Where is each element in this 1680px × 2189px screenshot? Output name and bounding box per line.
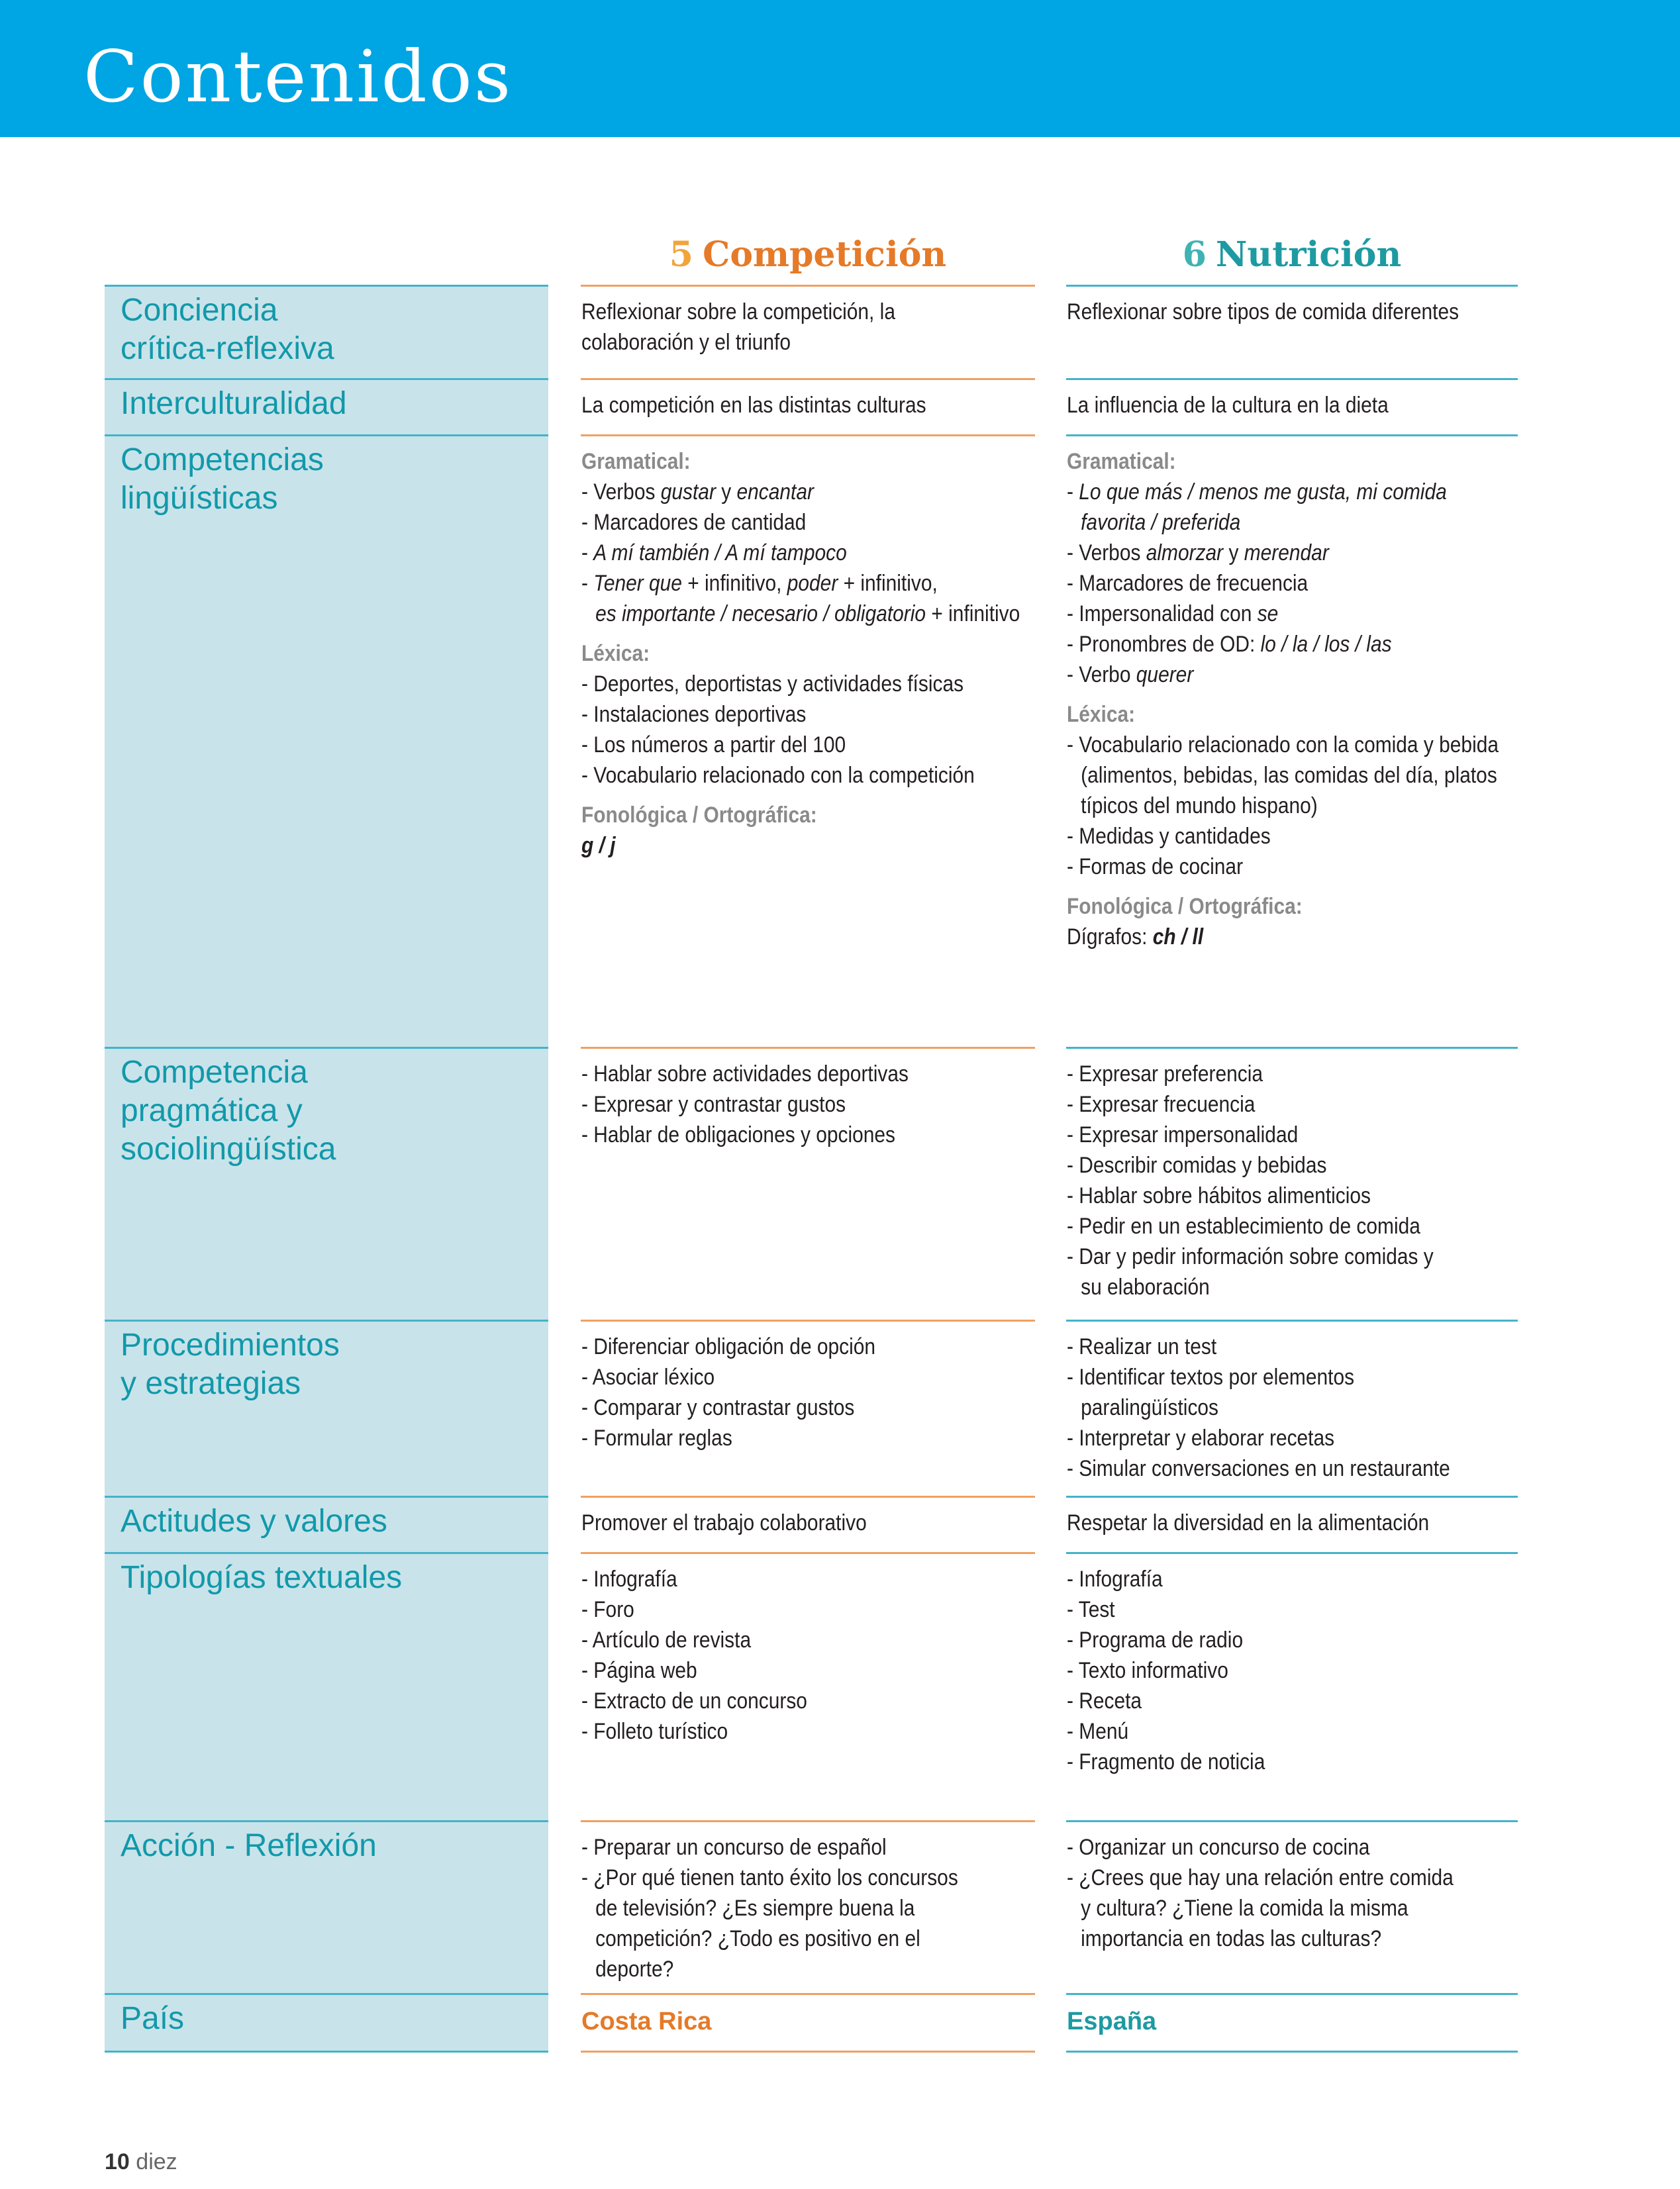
unit-6-cell: Respetar la diversidad en la alimentación bbox=[1067, 1510, 1430, 1535]
list-item: - Verbos gustar y encantar bbox=[581, 479, 814, 505]
header-banner bbox=[0, 0, 1680, 137]
list-item: - Expresar preferencia bbox=[1067, 1061, 1263, 1087]
list-item: - Impersonalidad con se bbox=[1067, 601, 1279, 626]
divider bbox=[581, 1552, 1035, 1554]
list-item: - Menú bbox=[1067, 1719, 1129, 1744]
list-item: - Hablar de obligaciones y opciones bbox=[581, 1122, 896, 1147]
divider bbox=[581, 1047, 1035, 1049]
list-item: - Expresar impersonalidad bbox=[1067, 1122, 1299, 1147]
list-item: - Deportes, deportistas y actividades físicas bbox=[581, 671, 964, 697]
list-item: - Verbo querer bbox=[1067, 662, 1194, 687]
divider bbox=[105, 285, 548, 287]
list-item: - Realizar un test bbox=[1067, 1334, 1217, 1359]
divider bbox=[105, 1496, 548, 1498]
row-label: Conciencia crítica-reflexiva bbox=[121, 293, 334, 366]
list-item: - Test bbox=[1067, 1597, 1115, 1622]
list-item: - Diferenciar obligación de opción bbox=[581, 1334, 876, 1359]
list-item: - ¿Crees que hay una relación entre comida y cultura? ¿Tiene la comida la misma importancia en todas las culturas? bbox=[1067, 1865, 1454, 1951]
list-item: - Dar y pedir información sobre comidas y su elaboración bbox=[1067, 1244, 1434, 1300]
section-title-lexica: Léxica: bbox=[1067, 702, 1136, 727]
divider bbox=[1066, 1047, 1518, 1049]
section-title-gramatical: Gramatical: bbox=[581, 449, 691, 474]
label-column-background bbox=[105, 285, 548, 2053]
list-item: - Organizar un concurso de cocina bbox=[1067, 1835, 1370, 1860]
divider bbox=[1066, 1993, 1518, 1995]
divider bbox=[105, 434, 548, 436]
list-item: - Texto informativo bbox=[1067, 1658, 1228, 1683]
list-item: - Hablar sobre hábitos alimenticios bbox=[1067, 1183, 1371, 1208]
unit-5-cell bbox=[581, 446, 1024, 861]
list-item: - Vocabulario relacionado con la competición bbox=[581, 763, 975, 788]
divider bbox=[581, 1993, 1035, 1995]
divider bbox=[1066, 285, 1518, 287]
cell-text: colaboración y el triunfo bbox=[581, 330, 791, 355]
divider bbox=[105, 1552, 548, 1554]
row-label: Tipologías textuales bbox=[121, 1560, 403, 1595]
row-label: País bbox=[121, 2001, 185, 2036]
divider bbox=[105, 1047, 548, 1049]
divider bbox=[105, 1820, 548, 1822]
cell-text: Reflexionar sobre la competición, la bbox=[581, 299, 895, 324]
unit-5-cell bbox=[581, 1059, 1024, 1150]
list-item: - Lo que más / menos me gusta, mi comida favorita / preferida bbox=[1067, 479, 1447, 535]
page-number: 10 bbox=[105, 2149, 130, 2174]
list-item: - Marcadores de frecuencia bbox=[1067, 571, 1309, 596]
row-label: Procedimientos y estrategias bbox=[121, 1328, 340, 1401]
section-title-fonologica: Fonológica / Ortográfica: bbox=[1067, 894, 1303, 919]
divider bbox=[581, 378, 1035, 380]
list-item: - Vocabulario relacionado con la comida y bebida (alimentos, bebidas, las comidas del día, platos típicos del mundo hispano) bbox=[1067, 732, 1499, 818]
unit-6-cell bbox=[1067, 297, 1510, 327]
list-item: - Formas de cocinar bbox=[1067, 854, 1244, 879]
page-title: Contenidos bbox=[83, 36, 513, 119]
divider bbox=[581, 285, 1035, 287]
unit-6-heading bbox=[1066, 228, 1518, 281]
cell-text: Reflexionar sobre tipos de comida diferentes bbox=[1067, 299, 1459, 324]
unit-5-heading bbox=[581, 228, 1035, 281]
divider bbox=[105, 1993, 548, 1995]
unit-5-cell bbox=[581, 297, 1024, 358]
unit-6-cell bbox=[1067, 1059, 1510, 1302]
list-item: - Foro bbox=[581, 1597, 634, 1622]
list-item: - Receta bbox=[1067, 1688, 1142, 1714]
divider bbox=[1066, 434, 1518, 436]
divider bbox=[1066, 1320, 1518, 1322]
unit-6-name: Nutrición bbox=[1215, 234, 1402, 275]
list-item: - Infografía bbox=[1067, 1567, 1163, 1592]
unit-6-cell bbox=[1067, 1832, 1510, 1954]
divider bbox=[1066, 1552, 1518, 1554]
section-title-fonologica: Fonológica / Ortográfica: bbox=[581, 803, 817, 828]
list-item: - Pronombres de OD: lo / la / los / las bbox=[1067, 632, 1392, 657]
section-title-gramatical: Gramatical: bbox=[1067, 449, 1176, 474]
unit-5-country: Costa Rica bbox=[581, 2008, 712, 2035]
divider bbox=[581, 2051, 1035, 2053]
list-item: - Artículo de revista bbox=[581, 1628, 752, 1653]
list-item: g / j bbox=[581, 833, 616, 858]
row-label: Competencias lingüísticas bbox=[121, 442, 324, 516]
unit-6-cell bbox=[1067, 446, 1510, 952]
list-item: - Asociar léxico bbox=[581, 1365, 715, 1390]
list-item: - ¿Por qué tienen tanto éxito los concursos de televisión? ¿Es siempre buena la competición? ¿Todo es positivo en el deporte? bbox=[581, 1865, 958, 1982]
divider bbox=[105, 378, 548, 380]
list-item: - Interpretar y elaborar recetas bbox=[1067, 1426, 1335, 1451]
list-item: - Verbos almorzar y merendar bbox=[1067, 540, 1329, 565]
divider bbox=[581, 1496, 1035, 1498]
unit-6-country: España bbox=[1067, 2008, 1157, 2035]
page-footer bbox=[105, 2149, 177, 2175]
list-item: - Tener que + infinitivo, poder + infinitivo, es importante / necesario / obligatorio + infinitivo bbox=[581, 571, 1020, 626]
list-item: - Marcadores de cantidad bbox=[581, 510, 807, 535]
section-title-lexica: Léxica: bbox=[581, 641, 650, 666]
list-item: - Comparar y contrastar gustos bbox=[581, 1395, 855, 1420]
list-item: - Medidas y cantidades bbox=[1067, 824, 1271, 849]
list-item: - Expresar y contrastar gustos bbox=[581, 1092, 846, 1117]
unit-5-number: 5 bbox=[669, 234, 693, 275]
unit-5-name: Competición bbox=[702, 234, 947, 275]
divider bbox=[581, 434, 1035, 436]
divider bbox=[1066, 378, 1518, 380]
list-item: - Infografía bbox=[581, 1567, 677, 1592]
list-item: - Simular conversaciones en un restaurante bbox=[1067, 1456, 1450, 1481]
unit-5-cell: La competición en las distintas culturas bbox=[581, 393, 926, 418]
table-bottom-border bbox=[105, 2051, 1518, 2053]
list-item: - Extracto de un concurso bbox=[581, 1688, 807, 1714]
row-label: Acción - Reflexión bbox=[121, 1828, 377, 1863]
list-item: - Hablar sobre actividades deportivas bbox=[581, 1061, 909, 1087]
unit-5-cell bbox=[581, 1832, 1024, 1984]
divider bbox=[105, 2051, 548, 2053]
divider bbox=[581, 1820, 1035, 1822]
page-number-word: diez bbox=[136, 2149, 177, 2174]
list-item: - Expresar frecuencia bbox=[1067, 1092, 1256, 1117]
list-item: - Los números a partir del 100 bbox=[581, 732, 846, 757]
list-item: - Fragmento de noticia bbox=[1067, 1749, 1265, 1775]
list-item: - Identificar textos por elementos paralingüísticos bbox=[1067, 1365, 1355, 1420]
divider bbox=[1066, 1820, 1518, 1822]
divider bbox=[581, 1320, 1035, 1322]
list-item: - Describir comidas y bebidas bbox=[1067, 1153, 1327, 1178]
list-item: - Instalaciones deportivas bbox=[581, 702, 807, 727]
list-item: Dígrafos: ch / ll bbox=[1067, 924, 1204, 949]
list-item: - Página web bbox=[581, 1658, 697, 1683]
divider bbox=[1066, 1496, 1518, 1498]
unit-5-cell: Promover el trabajo colaborativo bbox=[581, 1510, 867, 1535]
row-label: Interculturalidad bbox=[121, 386, 347, 421]
divider bbox=[1066, 2051, 1518, 2053]
list-item: - A mí también / A mí tampoco bbox=[581, 540, 847, 565]
list-item: - Pedir en un establecimiento de comida bbox=[1067, 1214, 1420, 1239]
list-item: - Folleto turístico bbox=[581, 1719, 728, 1744]
divider bbox=[105, 1320, 548, 1322]
list-item: - Preparar un concurso de español bbox=[581, 1835, 887, 1860]
unit-6-cell bbox=[1067, 1564, 1510, 1777]
unit-6-cell bbox=[1067, 1332, 1510, 1484]
row-label: Actitudes y valores bbox=[121, 1504, 387, 1539]
unit-5-cell bbox=[581, 1332, 1024, 1453]
unit-6-number: 6 bbox=[1182, 234, 1207, 275]
unit-6-cell: La influencia de la cultura en la dieta bbox=[1067, 393, 1389, 418]
row-label: Competencia pragmática y sociolingüística bbox=[121, 1055, 336, 1167]
list-item: - Formular reglas bbox=[581, 1426, 732, 1451]
unit-5-cell bbox=[581, 1564, 1024, 1747]
list-item: - Programa de radio bbox=[1067, 1628, 1244, 1653]
